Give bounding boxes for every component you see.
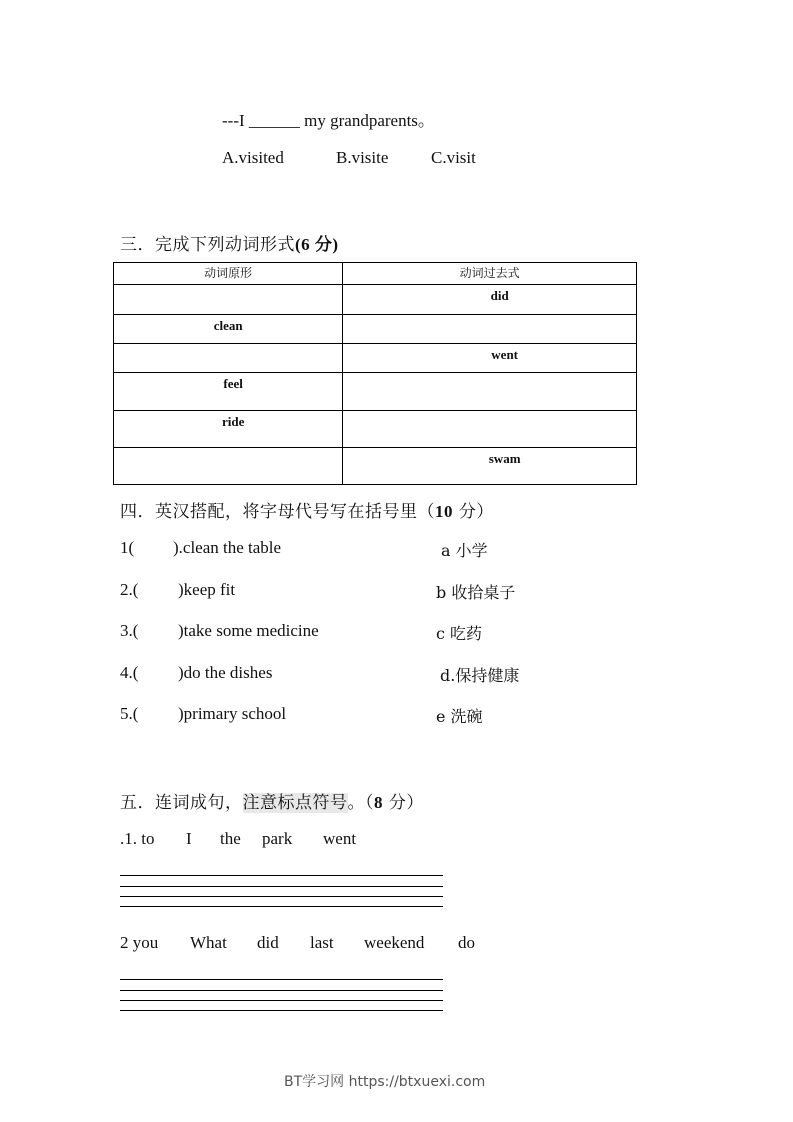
option-c: C.visit xyxy=(431,148,476,167)
match-item-3-num: 3.( xyxy=(120,621,139,640)
table-row xyxy=(114,448,637,485)
match-item-2-answer: b 收拾桌子 xyxy=(436,583,516,602)
match-item-5-phrase: )primary school xyxy=(178,704,287,723)
section4-score: 10 xyxy=(435,502,453,521)
match-item-5-answer: e 洗碗 xyxy=(436,707,483,726)
cell-base xyxy=(114,285,343,315)
section4-title-text: 四．英汉搭配，将字母代号写在括号里（ xyxy=(120,502,435,522)
table-row xyxy=(114,373,637,411)
word: .1. to xyxy=(120,829,155,848)
match-item-5-num: 5.( xyxy=(120,704,139,723)
section5-title xyxy=(120,788,424,813)
section3-title xyxy=(120,230,339,255)
question-sentence: ---I ______ my grandparents。 xyxy=(222,111,435,130)
writing-line xyxy=(120,896,443,897)
table-row xyxy=(114,315,637,344)
match-item-4-phrase: )do the dishes xyxy=(178,663,273,682)
footer-watermark: BT学习网 https://btxuexi.com xyxy=(284,1074,486,1090)
word: 2 you xyxy=(120,933,159,952)
option-a: A.visited xyxy=(222,148,284,167)
cell-base xyxy=(114,448,343,485)
writing-line xyxy=(120,1010,443,1011)
word: went xyxy=(323,829,357,848)
section3-score: (6 分) xyxy=(295,235,339,254)
cell-past xyxy=(343,411,637,448)
cell-past: did xyxy=(343,285,637,315)
match-item-4-num: 4.( xyxy=(120,663,139,682)
section4-title-tail: 分） xyxy=(453,502,494,522)
writing-line xyxy=(120,875,443,876)
cell-past: swam xyxy=(343,448,637,485)
section5-score: 8 xyxy=(374,793,383,812)
match-item-4-answer: d.保持健康 xyxy=(440,666,520,685)
word: park xyxy=(262,829,293,848)
table-row xyxy=(114,344,637,373)
table-header-row xyxy=(114,263,637,285)
word: weekend xyxy=(364,933,425,952)
writing-line xyxy=(120,886,443,887)
word: last xyxy=(310,933,334,952)
section4-title xyxy=(120,497,494,522)
word: What xyxy=(190,933,227,952)
table-row xyxy=(114,285,637,315)
option-b: B.visite xyxy=(336,148,389,167)
word: I xyxy=(186,829,192,848)
section3-title-text: 三．完成下列动词形式 xyxy=(120,235,295,255)
table-row xyxy=(114,411,637,448)
writing-line xyxy=(120,1000,443,1001)
match-item-1-num: 1( xyxy=(120,538,135,557)
writing-line xyxy=(120,906,443,907)
cell-base: clean xyxy=(114,315,343,344)
header-base-form: 动词原形 xyxy=(114,263,343,285)
match-item-1-answer: a 小学 xyxy=(441,541,488,560)
section5-title-highlight: 注意标点符号 xyxy=(242,793,348,813)
cell-base: ride xyxy=(114,411,343,448)
word: did xyxy=(257,933,279,952)
verb-forms-table xyxy=(113,262,637,485)
writing-line xyxy=(120,979,443,980)
word: do xyxy=(458,933,475,952)
section5-title-text: 五．连词成句， xyxy=(120,793,243,813)
cell-base xyxy=(114,344,343,373)
header-past-form: 动词过去式 xyxy=(343,263,637,285)
cell-past: went xyxy=(343,344,637,373)
cell-past xyxy=(343,315,637,344)
writing-line xyxy=(120,990,443,991)
match-item-1-phrase: ).clean the table xyxy=(173,538,282,557)
cell-past xyxy=(343,373,637,411)
match-item-2-phrase: )keep fit xyxy=(178,580,236,599)
section5-title-mid: 。（ xyxy=(347,793,374,813)
match-item-3-phrase: )take some medicine xyxy=(178,621,319,640)
match-item-2-num: 2.( xyxy=(120,580,139,599)
word: the xyxy=(220,829,241,848)
match-item-3-answer: c 吃药 xyxy=(436,624,483,643)
section5-title-tail: 分） xyxy=(383,793,424,813)
cell-base: feel xyxy=(114,373,343,411)
